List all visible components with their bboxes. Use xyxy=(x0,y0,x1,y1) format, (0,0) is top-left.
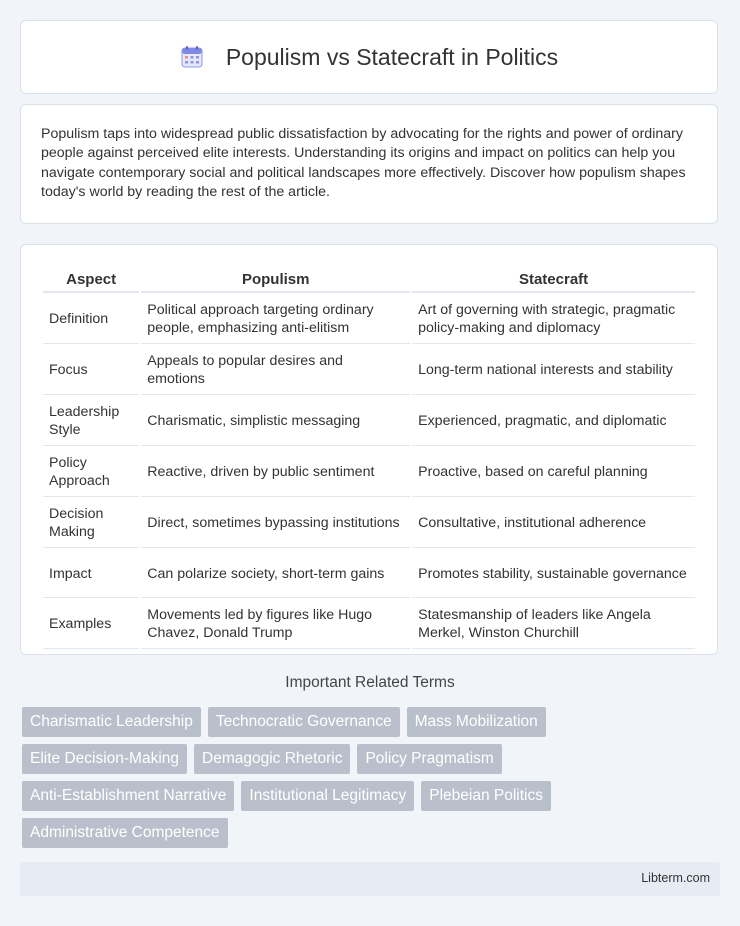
row-populism: Movements led by figures like Hugo Chavez, Donald Trump xyxy=(141,600,410,649)
table-row xyxy=(43,499,695,548)
table-row xyxy=(43,346,695,395)
related-term-tag[interactable]: Institutional Legitimacy xyxy=(241,781,414,811)
page-title: Populism vs Statecraft in Politics xyxy=(225,43,559,70)
table-row xyxy=(43,295,695,344)
related-term-tag[interactable]: Anti-Establishment Narrative xyxy=(22,781,234,811)
related-terms-list xyxy=(22,707,582,848)
column-header-statecraft: Statecraft xyxy=(412,267,695,293)
row-statecraft: Art of governing with strategic, pragmatic policy-making and diplomacy xyxy=(412,295,695,344)
related-term-tag[interactable]: Mass Mobilization xyxy=(407,707,546,737)
related-term-tag[interactable]: Technocratic Governance xyxy=(208,707,400,737)
related-term-tag[interactable]: Plebeian Politics xyxy=(421,781,551,811)
row-aspect: Decision Making xyxy=(43,499,139,548)
comparison-table-card xyxy=(20,244,718,655)
intro-text: Populism taps into widespread public dissatisfaction by advocating for the rights and power of ordinary people against perceived elite interests. Understanding its origins and impact on politics can help you navigate contemporary social and political landscapes more effectively. Discover how populism shapes today's world by reading the rest of the article. xyxy=(41,126,686,201)
calendar-icon xyxy=(180,45,204,69)
row-populism: Political approach targeting ordinary people, emphasizing anti-elitism xyxy=(141,295,410,344)
row-aspect: Impact xyxy=(43,550,139,598)
column-header-populism: Populism xyxy=(141,267,410,293)
table-row xyxy=(43,550,695,598)
row-statecraft: Statesmanship of leaders like Angela Merkel, Winston Churchill xyxy=(412,600,695,649)
table-row xyxy=(43,448,695,497)
table-row xyxy=(43,600,695,649)
row-populism: Reactive, driven by public sentiment xyxy=(141,448,410,497)
row-populism: Appeals to popular desires and emotions xyxy=(141,346,410,395)
intro-card xyxy=(20,104,718,224)
related-term-tag[interactable]: Charismatic Leadership xyxy=(22,707,201,737)
footer-site-link[interactable]: Libterm.com xyxy=(641,871,710,885)
row-statecraft: Consultative, institutional adherence xyxy=(412,499,695,548)
row-statecraft: Experienced, pragmatic, and diplomatic xyxy=(412,397,695,446)
related-terms-title: Important Related Terms xyxy=(285,674,455,691)
related-term-tag[interactable]: Elite Decision-Making xyxy=(22,744,187,774)
row-aspect: Definition xyxy=(43,295,139,344)
related-term-tag[interactable]: Policy Pragmatism xyxy=(357,744,501,774)
row-aspect: Leadership Style xyxy=(43,397,139,446)
comparison-table xyxy=(41,265,697,651)
column-header-aspect: Aspect xyxy=(43,267,139,293)
row-aspect: Examples xyxy=(43,600,139,649)
table-row xyxy=(43,397,695,446)
related-term-tag[interactable]: Demagogic Rhetoric xyxy=(194,744,350,774)
row-populism: Direct, sometimes bypassing institutions xyxy=(141,499,410,548)
row-aspect: Policy Approach xyxy=(43,448,139,497)
row-populism: Charismatic, simplistic messaging xyxy=(141,397,410,446)
footer xyxy=(20,862,720,896)
table-header-row xyxy=(43,267,695,293)
row-statecraft: Long-term national interests and stability xyxy=(412,346,695,395)
related-term-tag[interactable]: Administrative Competence xyxy=(22,818,228,848)
row-statecraft: Proactive, based on careful planning xyxy=(412,448,695,497)
row-statecraft: Promotes stability, sustainable governance xyxy=(412,550,695,598)
row-populism: Can polarize society, short-term gains xyxy=(141,550,410,598)
row-aspect: Focus xyxy=(43,346,139,395)
header-card xyxy=(20,20,718,94)
